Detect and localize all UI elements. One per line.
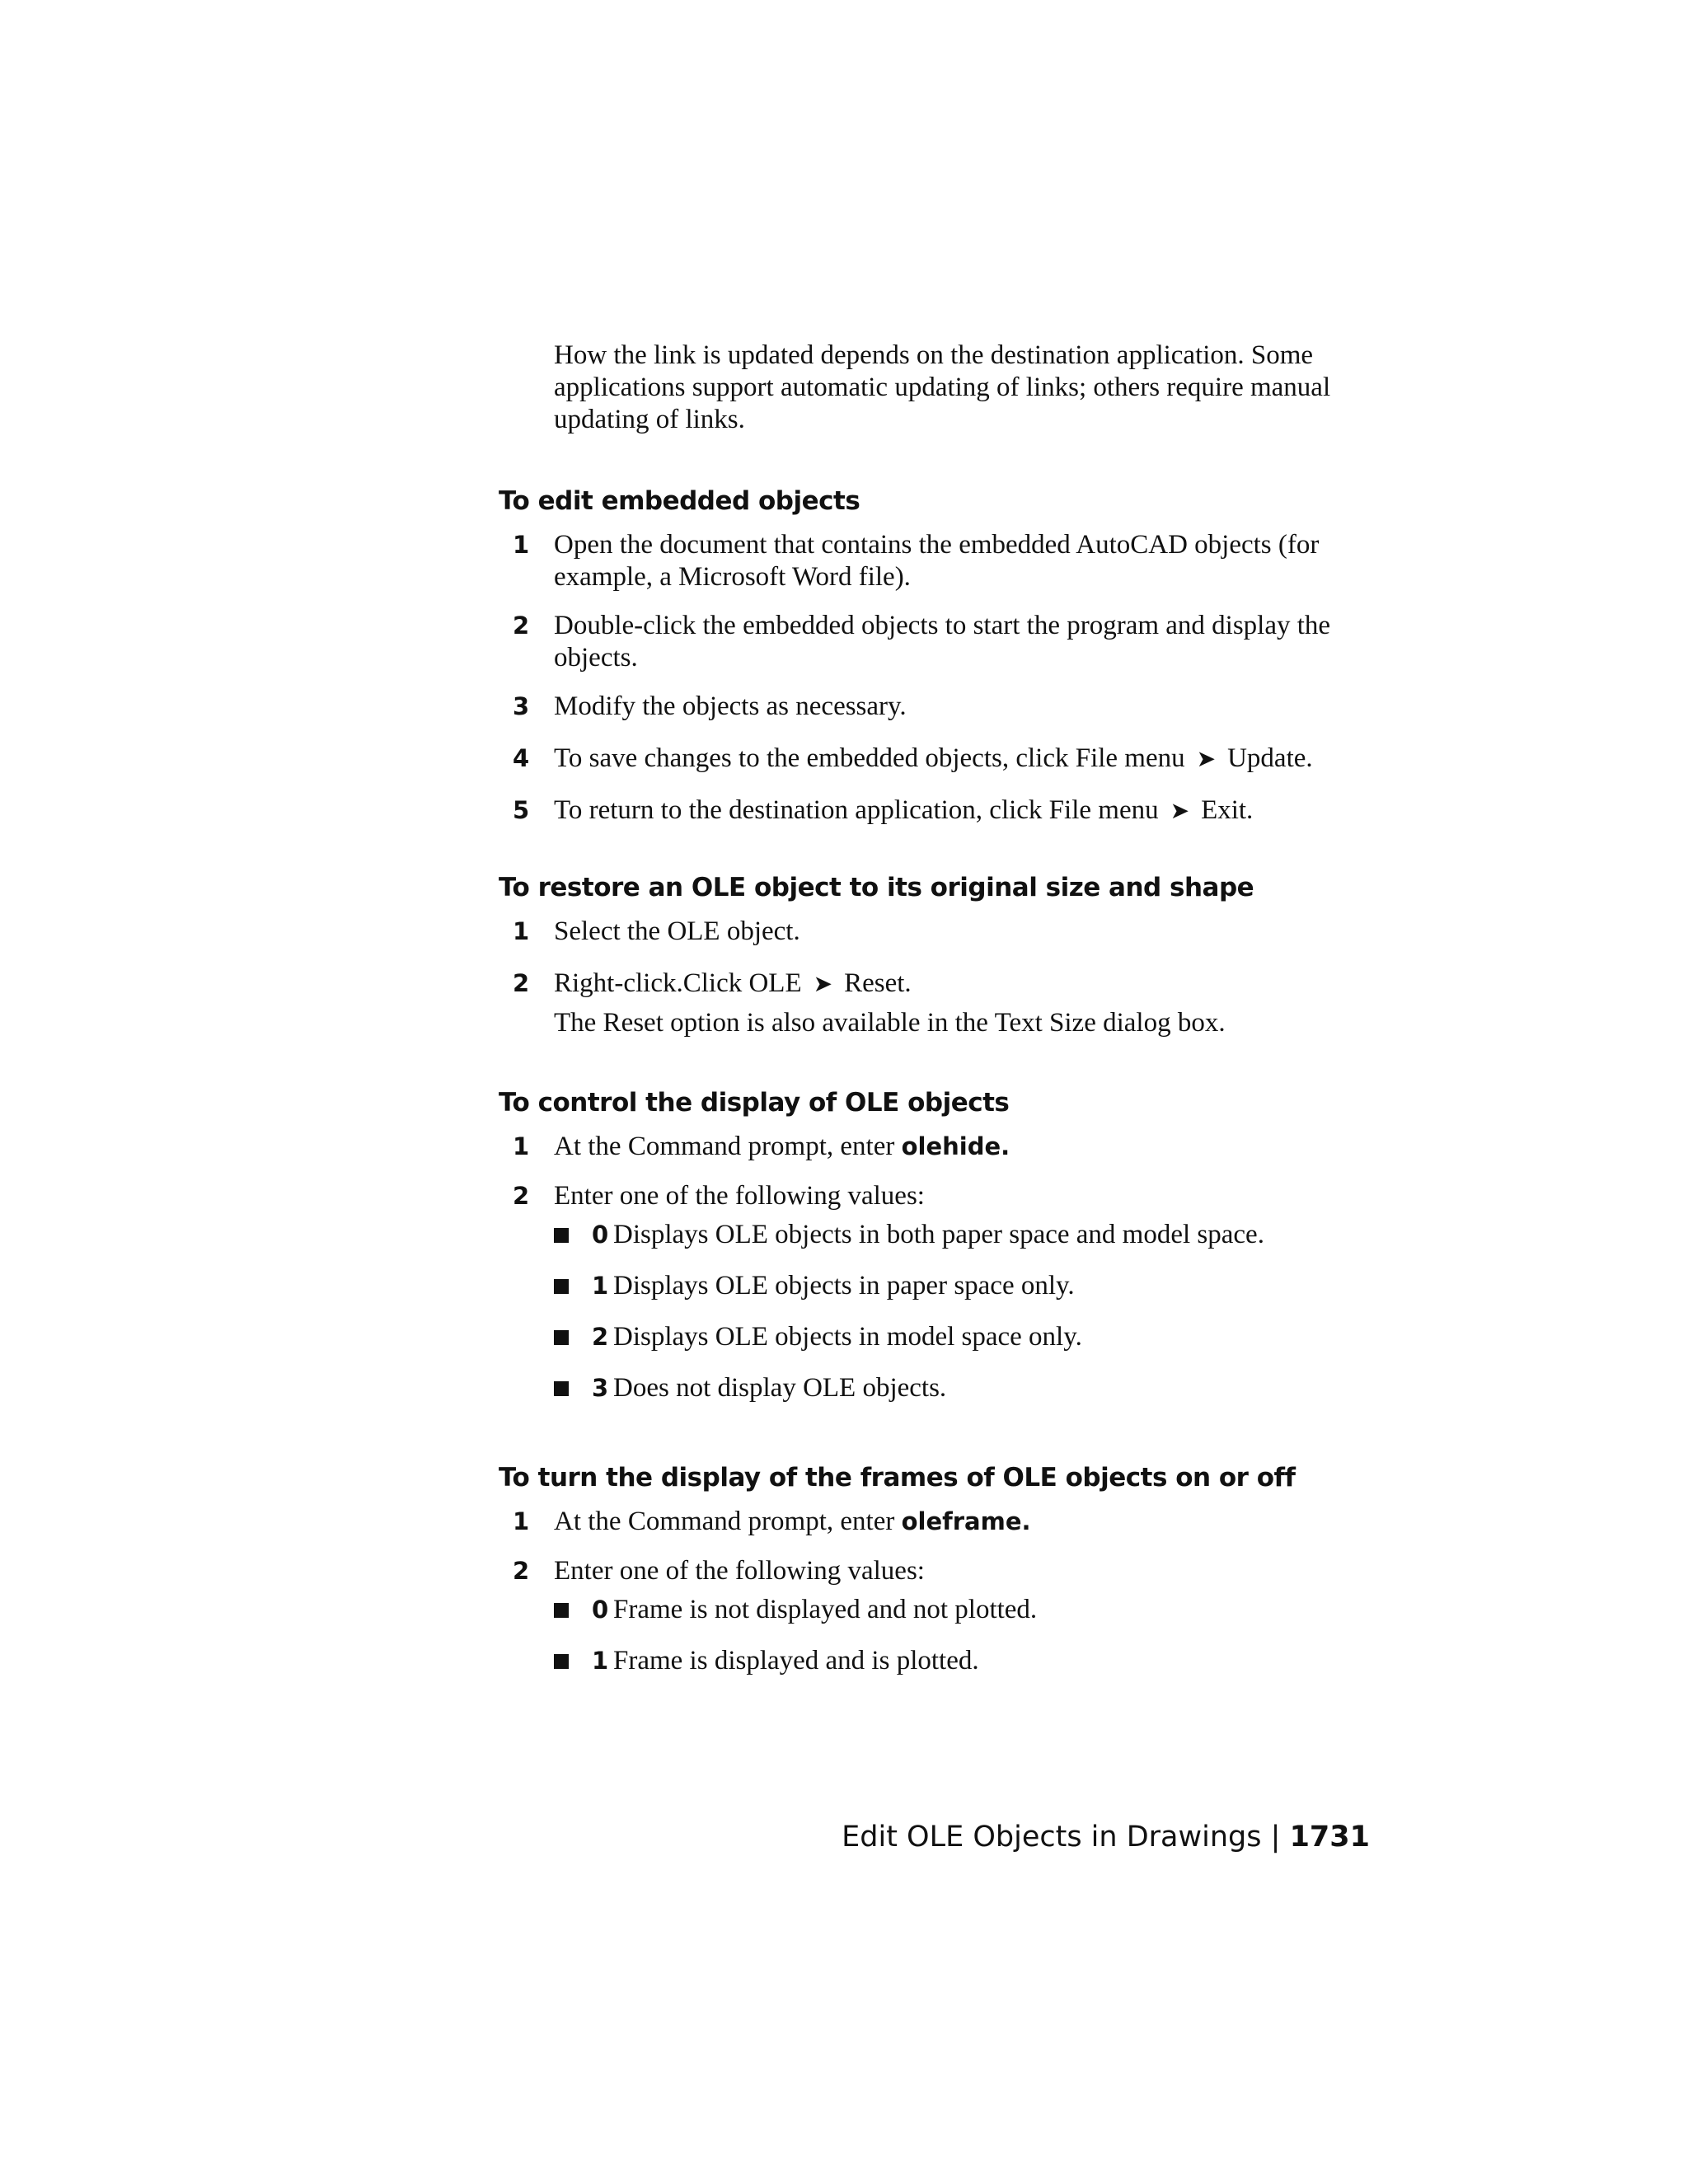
command-name: olehide.: [901, 1132, 1010, 1160]
section-heading-restore-ole: To restore an OLE object to its original size and shape: [499, 873, 1254, 902]
step-number: 2: [513, 969, 530, 997]
step-number: 2: [513, 1557, 530, 1585]
step-text-before: To return to the destination application, click File menu: [554, 795, 1159, 825]
step-number: 3: [513, 692, 530, 720]
step-text-before: Right-click.Click OLE: [554, 968, 802, 998]
step-text: Double-click the embedded objects to start the program and display the objects.: [554, 611, 1331, 673]
step-number: 1: [513, 531, 530, 559]
step-text: Enter one of the following values:: [554, 1181, 925, 1211]
step-text-before: At the Command prompt, enter: [554, 1507, 895, 1536]
bullet-square-icon: [554, 1228, 569, 1243]
bullet-square-icon: [554, 1654, 569, 1669]
step-text: [554, 968, 1378, 1000]
step-number: 5: [513, 796, 530, 824]
value-code: 2: [592, 1323, 609, 1351]
step-text: Enter one of the following values:: [554, 1556, 925, 1586]
step-text: [554, 743, 1378, 775]
value-code: 3: [592, 1374, 609, 1402]
step-number: 1: [513, 1507, 530, 1535]
step-text-after: Reset.: [844, 968, 912, 998]
bullet-square-icon: [554, 1603, 569, 1618]
value-code: 1: [592, 1647, 609, 1675]
value-description: Does not display OLE objects.: [613, 1373, 947, 1403]
step-number: 2: [513, 1182, 530, 1210]
bullet-square-icon: [554, 1330, 569, 1345]
value-description: Frame is not displayed and not plotted.: [613, 1595, 1038, 1624]
value-code: 0: [592, 1596, 609, 1624]
step-note: The Reset option is also available in the Text Size dialog box.: [554, 1008, 1226, 1038]
intro-paragraph: How the link is updated depends on the destination application. Some applications support automatic updating of links; others require manual updating of links.: [554, 340, 1331, 434]
step-text-after: Exit.: [1201, 795, 1254, 825]
section-heading-edit-embedded: To edit embedded objects: [499, 486, 860, 516]
step-number: 1: [513, 917, 530, 945]
menu-arrow-icon: ➤: [813, 970, 833, 997]
section-heading-frame-display: To turn the display of the frames of OLE objects on or off: [499, 1463, 1296, 1493]
step-text: Open the document that contains the embedded AutoCAD objects (for example, a Microsoft Word file).: [554, 530, 1320, 592]
value-description: Displays OLE objects in paper space only.: [613, 1271, 1075, 1301]
value-code: 1: [592, 1272, 609, 1300]
step-number: 4: [513, 744, 530, 772]
menu-arrow-icon: ➤: [1170, 797, 1190, 824]
page-footer: [842, 1820, 1370, 1854]
step-text-before: To save changes to the embedded objects, click File menu: [554, 743, 1185, 773]
command-name: oleframe.: [901, 1507, 1031, 1535]
step-text-before: At the Command prompt, enter: [554, 1132, 895, 1161]
footer-separator: |: [1270, 1821, 1281, 1854]
step-text: Select the OLE object.: [554, 916, 800, 946]
step-text-after: Update.: [1227, 743, 1313, 773]
page-number: 1731: [1289, 1821, 1370, 1854]
step-text: [554, 1506, 1378, 1538]
step-text: Modify the objects as necessary.: [554, 691, 907, 721]
bullet-square-icon: [554, 1381, 569, 1396]
value-description: Displays OLE objects in model space only.: [613, 1322, 1082, 1352]
step-number: 1: [513, 1132, 530, 1160]
step-text: [554, 794, 1378, 827]
value-description: Frame is displayed and is plotted.: [613, 1646, 979, 1675]
value-description: Displays OLE objects in both paper space and model space.: [613, 1220, 1264, 1249]
step-text: [554, 1131, 1378, 1163]
menu-arrow-icon: ➤: [1196, 745, 1217, 772]
section-heading-control-display: To control the display of OLE objects: [499, 1088, 1010, 1118]
footer-chapter-title: Edit OLE Objects in Drawings: [842, 1821, 1262, 1854]
bullet-square-icon: [554, 1279, 569, 1294]
value-code: 0: [592, 1221, 609, 1249]
step-number: 2: [513, 612, 530, 640]
